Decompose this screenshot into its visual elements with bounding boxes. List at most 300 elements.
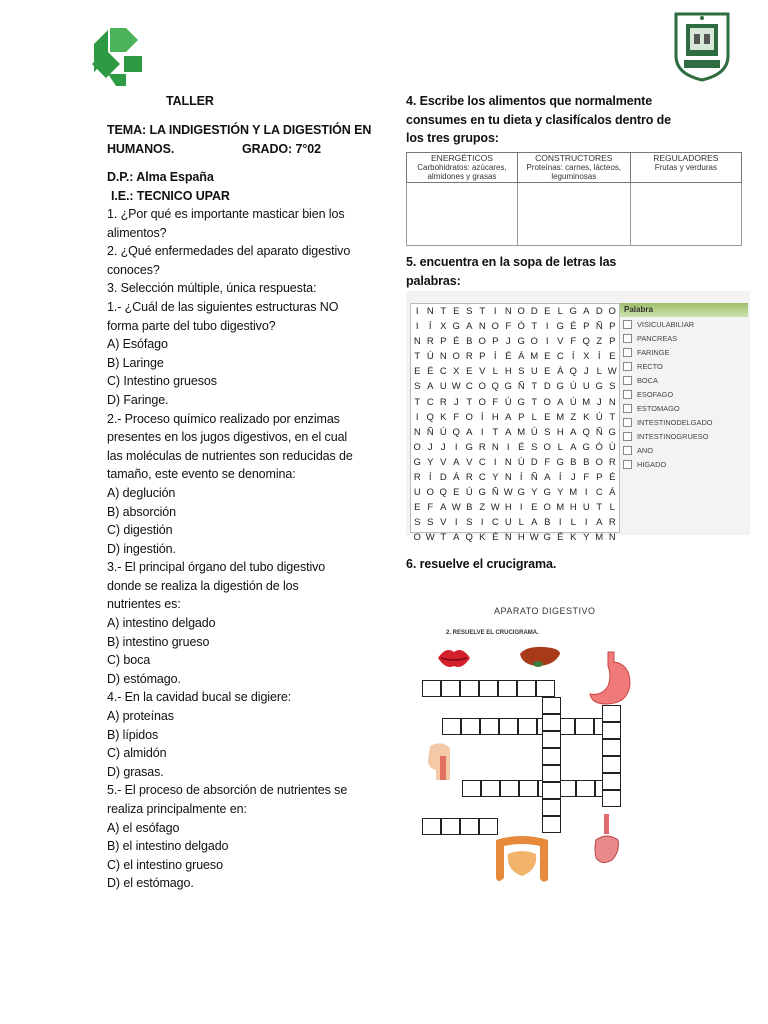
word-search-letter[interactable]: Y (427, 456, 434, 468)
word-search-letter[interactable]: T (531, 321, 538, 333)
crossword-cell[interactable] (422, 680, 441, 697)
word-search-letter[interactable]: B (570, 456, 577, 468)
word-search-letter[interactable]: T (479, 306, 486, 317)
word-checkbox[interactable] (623, 460, 632, 469)
word-search-letter[interactable]: N (426, 306, 435, 317)
word-search-letter[interactable]: K (479, 532, 486, 544)
word-search-letter[interactable]: Ñ (530, 472, 539, 484)
word-search-letter[interactable]: S (518, 366, 525, 378)
word-search-letter[interactable]: J (596, 396, 603, 408)
word-search-letter[interactable]: J (440, 441, 447, 453)
crossword-cell[interactable] (479, 680, 498, 697)
word-search-letter[interactable]: É (557, 532, 564, 544)
word-search-letter[interactable]: I (415, 411, 420, 423)
word-search-letter[interactable]: A (440, 502, 447, 514)
crossword-cell[interactable] (542, 782, 561, 799)
word-search-letter[interactable]: U (530, 366, 539, 378)
word-search-letter[interactable]: Ú (517, 456, 526, 468)
crossword-cell[interactable] (519, 780, 538, 797)
word-search-letter[interactable]: P (440, 336, 447, 348)
word-search-letter[interactable]: I (454, 517, 459, 529)
word-search-letter[interactable]: T (440, 532, 447, 544)
crossword-cell[interactable] (500, 780, 519, 797)
word-search-letter[interactable]: P (583, 321, 590, 333)
word-search-letter[interactable]: Í (558, 472, 563, 484)
word-search-letter[interactable]: O (491, 321, 500, 333)
word-search-letter[interactable]: C (478, 456, 487, 468)
word-search-letter[interactable]: O (530, 336, 539, 348)
word-search-letter[interactable]: G (556, 381, 565, 393)
crossword-cell[interactable] (542, 765, 561, 782)
word-search-letter[interactable]: R (426, 336, 435, 348)
word-search-letter[interactable]: X (440, 321, 447, 333)
word-search-letter[interactable]: M (517, 426, 526, 438)
word-search-letter[interactable]: G (452, 321, 461, 333)
word-search-letter[interactable]: W (451, 502, 462, 514)
word-search-letter[interactable]: R (465, 472, 474, 484)
word-search-letter[interactable]: G (517, 336, 526, 348)
word-search-letter[interactable]: O (478, 336, 487, 348)
crossword-cell[interactable] (575, 718, 594, 735)
word-search-letter[interactable]: T (414, 351, 421, 363)
word-search-letter[interactable]: H (517, 532, 526, 544)
word-search-letter[interactable]: A (466, 321, 473, 333)
word-search-letter[interactable]: N (504, 532, 513, 544)
crossword-cell[interactable] (422, 818, 441, 835)
crossword-cell[interactable] (602, 705, 621, 722)
word-search-letter[interactable]: Á (609, 487, 616, 499)
word-search-letter[interactable]: V (466, 456, 473, 468)
crossword-cell[interactable] (441, 680, 460, 697)
word-search-letter[interactable]: S (609, 381, 616, 393)
crossword-cell[interactable] (602, 773, 621, 790)
word-search-letter[interactable]: V (479, 366, 486, 378)
word-search-letter[interactable]: Ó (595, 441, 604, 453)
crossword-cell[interactable] (441, 818, 460, 835)
word-search-letter[interactable]: E (544, 306, 551, 317)
crossword-cell[interactable] (460, 818, 479, 835)
word-search-letter[interactable]: A (531, 517, 538, 529)
word-search-letter[interactable]: G (569, 306, 578, 317)
word-search-letter[interactable]: I (519, 502, 524, 514)
word-search-letter[interactable]: J (453, 396, 460, 408)
word-search-letter[interactable]: O (543, 396, 552, 408)
word-search-letter[interactable]: U (582, 381, 591, 393)
crossword-cell[interactable] (499, 718, 518, 735)
word-search-letter[interactable]: M (530, 351, 539, 363)
word-search-letter[interactable]: G (595, 381, 604, 393)
word-search-letter[interactable]: Ú (426, 351, 435, 363)
word-search-letter[interactable]: A (453, 532, 460, 544)
word-search-letter[interactable]: Y (531, 487, 538, 499)
crossword-cell[interactable] (462, 780, 481, 797)
word-search-letter[interactable]: O (478, 381, 487, 393)
word-search-letter[interactable]: Ú (569, 381, 578, 393)
word-search-letter[interactable]: G (478, 487, 487, 499)
word-search-letter[interactable]: I (506, 441, 511, 453)
word-search-letter[interactable]: P (609, 321, 616, 333)
word-search-letter[interactable]: Í (428, 472, 433, 484)
word-search-letter[interactable]: Ñ (595, 426, 604, 438)
word-search-letter[interactable]: N (608, 532, 617, 544)
word-search-letter[interactable]: J (583, 366, 590, 378)
word-search-letter[interactable]: S (414, 381, 421, 393)
word-search-letter[interactable]: Q (426, 411, 435, 423)
word-search-letter[interactable]: R (413, 472, 422, 484)
crossword-cell[interactable] (518, 718, 537, 735)
word-search-letter[interactable]: B (544, 517, 551, 529)
word-search-letter[interactable]: Í (480, 411, 485, 423)
word-search-letter[interactable]: V (440, 517, 447, 529)
word-search-letter[interactable]: F (492, 396, 499, 408)
word-search-letter[interactable]: F (505, 321, 512, 333)
word-search-letter[interactable]: W (451, 381, 462, 393)
word-search-letter[interactable]: Ó (517, 321, 526, 333)
word-search-letter[interactable]: D (530, 306, 539, 317)
word-search-letter[interactable]: H (504, 366, 513, 378)
word-search-letter[interactable]: D (439, 472, 448, 484)
word-search-letter[interactable]: O (452, 351, 461, 363)
word-search-letter[interactable]: Í (493, 351, 498, 363)
word-checkbox[interactable] (623, 418, 632, 427)
word-search-letter[interactable]: O (478, 396, 487, 408)
word-search-letter[interactable]: W (490, 502, 501, 514)
word-search-letter[interactable]: M (556, 502, 565, 514)
word-search-letter[interactable]: Ñ (595, 321, 604, 333)
word-search-letter[interactable]: Q (582, 336, 591, 348)
crossword-cell[interactable] (576, 780, 595, 797)
word-search-letter[interactable]: A (557, 396, 564, 408)
crossword-cell[interactable] (602, 756, 621, 773)
crossword-cell[interactable] (517, 680, 536, 697)
word-search-letter[interactable]: Ú (439, 426, 448, 438)
word-search-letter[interactable]: F (570, 336, 577, 348)
word-search-letter[interactable]: B (583, 456, 590, 468)
word-search-letter[interactable]: L (557, 306, 564, 317)
word-search-letter[interactable]: L (557, 441, 564, 453)
word-search-letter[interactable]: É (427, 366, 434, 378)
word-search-letter[interactable]: C (478, 472, 487, 484)
word-search-letter[interactable]: R (439, 396, 448, 408)
word-checkbox[interactable] (623, 376, 632, 385)
word-search-letter[interactable]: R (478, 441, 487, 453)
word-search-letter[interactable]: A (583, 306, 590, 317)
word-checkbox[interactable] (623, 404, 632, 413)
word-search-letter[interactable]: P (518, 411, 525, 423)
word-search-letter[interactable]: C (465, 381, 474, 393)
word-search-letter[interactable]: E (414, 366, 421, 378)
word-search-letter[interactable]: M (556, 411, 565, 423)
word-search-letter[interactable]: W (503, 487, 514, 499)
word-search-letter[interactable]: I (415, 306, 420, 317)
word-search-letter[interactable]: Q (439, 487, 448, 499)
word-search-letter[interactable]: G (608, 426, 617, 438)
word-search-letter[interactable]: A (505, 411, 512, 423)
word-search-letter[interactable]: Á (518, 351, 525, 363)
word-search-letter[interactable]: Ú (595, 411, 604, 423)
word-search-letter[interactable]: S (466, 517, 473, 529)
word-search-letter[interactable]: S (427, 517, 434, 529)
crossword-cell[interactable] (542, 697, 561, 714)
word-search-letter[interactable]: L (492, 366, 499, 378)
word-search-letter[interactable]: E (544, 351, 551, 363)
word-search-letter[interactable]: X (583, 351, 590, 363)
word-search-letter[interactable]: L (609, 502, 616, 514)
word-search-letter[interactable]: I (584, 487, 589, 499)
word-search-letter[interactable]: Í (597, 351, 602, 363)
word-search-letter[interactable]: Z (479, 502, 486, 514)
crossword-cell[interactable] (602, 722, 621, 739)
crossword-cell[interactable] (536, 680, 555, 697)
word-search-letter[interactable]: A (570, 441, 577, 453)
word-search-letter[interactable]: Ú (608, 441, 617, 453)
word-search-letter[interactable]: M (569, 487, 578, 499)
word-search-letter[interactable]: W (425, 532, 436, 544)
word-search-letter[interactable]: A (427, 381, 434, 393)
word-search-letter[interactable]: X (453, 366, 460, 378)
crossword-cell[interactable] (542, 748, 561, 765)
word-search-letter[interactable]: K (583, 411, 590, 423)
word-search-letter[interactable]: Q (452, 426, 461, 438)
word-search-letter[interactable]: Ú (530, 426, 539, 438)
word-search-letter[interactable]: A (453, 456, 460, 468)
word-search-letter[interactable]: P (479, 351, 486, 363)
word-search-letter[interactable]: O (413, 532, 422, 544)
word-search-letter[interactable]: I (454, 441, 459, 453)
word-search-letter[interactable]: É (609, 472, 616, 484)
word-search-letter[interactable]: U (413, 487, 422, 499)
word-search-letter[interactable]: O (543, 502, 552, 514)
word-search-letter[interactable]: E (609, 351, 616, 363)
word-search-letter[interactable]: N (504, 472, 513, 484)
word-search-letter[interactable]: Í (519, 472, 524, 484)
word-checkbox[interactable] (623, 348, 632, 357)
word-search-letter[interactable]: B (466, 502, 473, 514)
word-search-letter[interactable]: I (493, 456, 498, 468)
crossword-cell[interactable] (602, 790, 621, 807)
word-search-letter[interactable]: V (440, 456, 447, 468)
word-search-letter[interactable]: G (413, 456, 422, 468)
word-search-letter[interactable]: I (545, 321, 550, 333)
word-search-letter[interactable]: U (582, 502, 591, 514)
word-search-letter[interactable]: S (466, 306, 473, 317)
word-checkbox[interactable] (623, 320, 632, 329)
word-search-letter[interactable]: R (465, 351, 474, 363)
word-search-letter[interactable]: O (465, 411, 474, 423)
word-search-letter[interactable]: Y (492, 472, 499, 484)
word-search-letter[interactable]: N (504, 306, 513, 317)
word-search-letter[interactable]: É (518, 441, 525, 453)
word-search-letter[interactable]: P (492, 336, 499, 348)
word-search-letter[interactable]: T (440, 306, 447, 317)
word-search-letter[interactable]: J (570, 472, 577, 484)
word-search-letter[interactable]: E (544, 366, 551, 378)
word-search-letter[interactable]: É (453, 336, 460, 348)
word-search-letter[interactable]: O (608, 306, 617, 317)
word-search-letter[interactable]: S (531, 441, 538, 453)
word-search-letter[interactable]: T (596, 502, 603, 514)
word-search-letter[interactable]: Ñ (491, 487, 500, 499)
word-search-letter[interactable]: P (609, 336, 616, 348)
word-search-letter[interactable]: Y (583, 532, 590, 544)
word-search-letter[interactable]: E (544, 411, 551, 423)
word-search-letter[interactable]: S (414, 517, 421, 529)
crossword-cell[interactable] (542, 731, 561, 748)
word-search-letter[interactable]: Ñ (517, 381, 526, 393)
word-search-letter[interactable]: N (608, 396, 617, 408)
word-search-letter[interactable]: Z (596, 336, 603, 348)
word-search-letter[interactable]: E (453, 306, 460, 317)
word-search-letter[interactable]: N (504, 456, 513, 468)
word-search-letter[interactable]: C (556, 351, 565, 363)
word-search-letter[interactable]: Q (582, 426, 591, 438)
food-answer-cell[interactable] (407, 183, 518, 246)
word-search-letter[interactable]: Z (570, 411, 577, 423)
word-search-letter[interactable]: Ú (465, 487, 474, 499)
word-search-letter[interactable]: H (569, 502, 578, 514)
word-search-letter[interactable]: T (492, 426, 499, 438)
word-search-letter[interactable]: C (426, 396, 435, 408)
word-search-letter[interactable]: É (570, 321, 577, 333)
word-search-letter[interactable]: Q (465, 532, 474, 544)
word-search-letter[interactable]: I (558, 517, 563, 529)
word-search-letter[interactable]: G (543, 487, 552, 499)
word-checkbox[interactable] (623, 390, 632, 399)
word-search-letter[interactable]: D (530, 456, 539, 468)
word-search-letter[interactable]: O (517, 306, 526, 317)
word-search-letter[interactable]: M (582, 396, 591, 408)
word-search-letter[interactable]: G (517, 396, 526, 408)
word-search-letter[interactable]: T (414, 396, 421, 408)
word-search-letter[interactable]: T (531, 381, 538, 393)
crossword-cell[interactable] (460, 680, 479, 697)
word-search-letter[interactable]: É (492, 532, 499, 544)
word-search-letter[interactable]: W (607, 366, 618, 378)
word-search-letter[interactable]: E (453, 487, 460, 499)
crossword-cell[interactable] (479, 818, 498, 835)
word-search-letter[interactable]: R (608, 456, 617, 468)
word-search-letter[interactable]: G (556, 456, 565, 468)
word-search-letter[interactable]: R (608, 517, 617, 529)
food-answer-cell[interactable] (630, 183, 741, 246)
word-search-letter[interactable]: F (583, 472, 590, 484)
word-search-letter[interactable]: M (595, 532, 604, 544)
word-search-letter[interactable]: L (570, 517, 577, 529)
word-search-letter[interactable]: F (453, 411, 460, 423)
word-checkbox[interactable] (623, 362, 632, 371)
word-search-letter[interactable]: D (543, 381, 552, 393)
word-search-letter[interactable]: O (543, 441, 552, 453)
word-search-letter[interactable]: E (466, 366, 473, 378)
word-search-letter[interactable]: Á (453, 472, 460, 484)
word-search-letter[interactable]: U (439, 381, 448, 393)
word-search-letter[interactable]: Á (557, 366, 564, 378)
word-search-letter[interactable]: I (415, 321, 420, 333)
word-checkbox[interactable] (623, 334, 632, 343)
word-search-letter[interactable]: H (504, 502, 513, 514)
word-checkbox[interactable] (623, 432, 632, 441)
word-search-letter[interactable]: K (570, 532, 577, 544)
word-search-letter[interactable]: N (439, 351, 448, 363)
word-search-letter[interactable]: T (466, 396, 473, 408)
word-search-letter[interactable]: U (504, 517, 513, 529)
word-search-letter[interactable]: I (493, 306, 498, 317)
word-search-letter[interactable]: L (531, 411, 538, 423)
crossword-cell[interactable] (542, 816, 561, 833)
word-search-letter[interactable]: O (413, 441, 422, 453)
word-search-letter[interactable]: A (505, 426, 512, 438)
crossword-cell[interactable] (542, 714, 561, 731)
word-search-letter[interactable]: G (556, 321, 565, 333)
word-search-letter[interactable]: J (427, 441, 434, 453)
word-search-letter[interactable]: W (529, 532, 540, 544)
word-search-letter[interactable]: Y (557, 487, 564, 499)
word-search-letter[interactable]: G (465, 441, 474, 453)
word-search-letter[interactable]: I (480, 426, 485, 438)
crossword-cell[interactable] (442, 718, 461, 735)
word-search-letter[interactable]: G (504, 381, 513, 393)
crossword-cell[interactable] (480, 718, 499, 735)
word-search-letter[interactable]: G (517, 487, 526, 499)
word-search-letter[interactable]: O (595, 456, 604, 468)
word-search-letter[interactable]: V (557, 336, 564, 348)
word-search-letter[interactable]: L (596, 366, 603, 378)
word-search-letter[interactable]: J (505, 336, 512, 348)
word-search-letter[interactable]: B (466, 336, 473, 348)
word-search-letter[interactable]: N (413, 336, 422, 348)
crossword-cell[interactable] (481, 780, 500, 797)
word-search-letter[interactable]: Q (569, 366, 578, 378)
word-search-letter[interactable]: Ú (569, 396, 578, 408)
crossword-cell[interactable] (461, 718, 480, 735)
word-search-letter[interactable]: É (505, 351, 512, 363)
word-search-letter[interactable]: C (491, 517, 500, 529)
word-search-letter[interactable]: I (584, 517, 589, 529)
word-search-letter[interactable]: G (582, 441, 591, 453)
word-search-letter[interactable]: N (491, 441, 500, 453)
word-search-letter[interactable]: A (466, 426, 473, 438)
word-search-letter[interactable]: N (413, 426, 422, 438)
word-search-letter[interactable]: T (531, 396, 538, 408)
word-search-letter[interactable]: E (414, 502, 421, 514)
word-search-letter[interactable]: K (440, 411, 447, 423)
word-search-letter[interactable]: E (531, 502, 538, 514)
word-search-letter[interactable]: A (544, 472, 551, 484)
word-search-letter[interactable]: Q (491, 381, 500, 393)
word-search-letter[interactable]: N (478, 321, 487, 333)
word-search-letter[interactable]: C (439, 366, 448, 378)
word-search-letter[interactable]: I (480, 517, 485, 529)
word-search-letter[interactable]: A (596, 517, 603, 529)
word-search-letter[interactable]: Í (428, 321, 433, 333)
word-search-letter[interactable]: Ú (504, 396, 513, 408)
word-search-letter[interactable]: S (544, 426, 551, 438)
word-search-letter[interactable]: O (426, 487, 435, 499)
food-answer-cell[interactable] (517, 183, 630, 246)
word-search-letter[interactable]: F (427, 502, 434, 514)
word-search-letter[interactable]: D (595, 306, 604, 317)
word-search-letter[interactable]: G (543, 532, 552, 544)
word-search-letter[interactable]: A (570, 426, 577, 438)
word-search-letter[interactable]: H (556, 426, 565, 438)
word-search-letter[interactable]: P (596, 472, 603, 484)
crossword-cell[interactable] (602, 739, 621, 756)
word-search-letter[interactable]: H (491, 411, 500, 423)
word-checkbox[interactable] (623, 446, 632, 455)
crossword-cell[interactable] (498, 680, 517, 697)
word-search-letter[interactable]: T (609, 411, 616, 423)
crossword-cell[interactable] (542, 799, 561, 816)
